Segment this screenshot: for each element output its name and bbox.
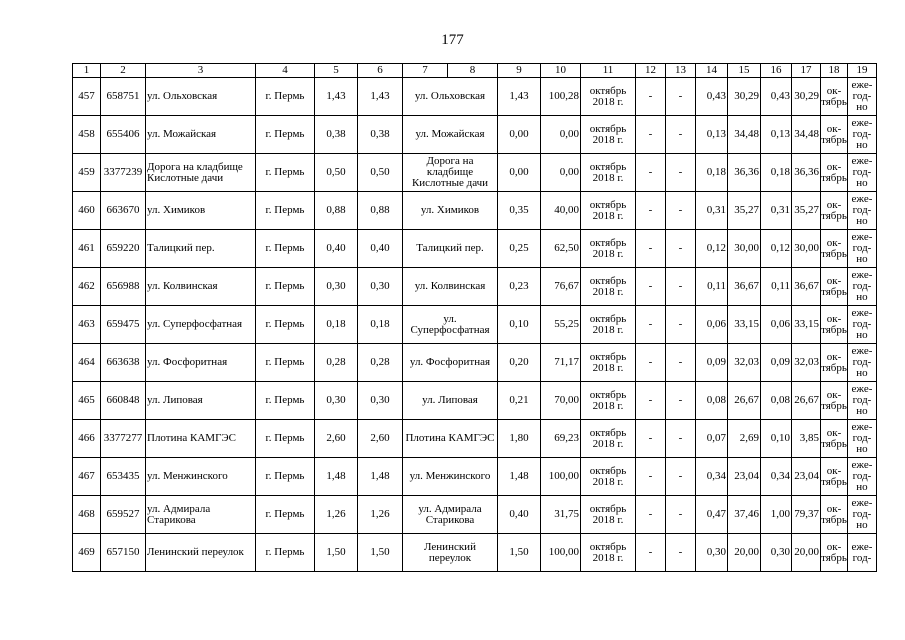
table-row [73, 78, 877, 116]
row-number-cell: 460 [73, 192, 101, 230]
col-11-cell: октябрь 2018 г. [581, 306, 636, 344]
road-name-cell: ул. Химиков [146, 192, 256, 230]
col-7-8-cell: ул. Менжинского [403, 458, 498, 496]
col-7-8-cell: ул. Фосфоритная [403, 344, 498, 382]
header-cell: 16 [761, 64, 792, 78]
col-5-cell: 0,38 [315, 116, 358, 154]
col-16-cell: 0,13 [761, 116, 792, 154]
col-18-cell: ок-тябрь [821, 78, 848, 116]
col-7-8-cell: ул. Адмирала Старикова [403, 496, 498, 534]
col-14-cell: 0,11 [696, 268, 728, 306]
col-7-8-cell: Дорога на кладбище Кислотные дачи [403, 154, 498, 192]
col-5-cell: 0,88 [315, 192, 358, 230]
col-6-cell: 1,43 [358, 78, 403, 116]
col-12-cell: - [636, 154, 666, 192]
road-code-cell: 653435 [101, 458, 146, 496]
road-name-cell: ул. Можайская [146, 116, 256, 154]
col-19-cell: еже-год-но [848, 268, 877, 306]
header-cell: 7 [403, 64, 448, 78]
col-10-cell: 71,17 [541, 344, 581, 382]
col-15-cell: 35,27 [728, 192, 761, 230]
row-number-cell: 458 [73, 116, 101, 154]
table-row [73, 230, 877, 268]
road-name-cell: ул. Адмирала Старикова [146, 496, 256, 534]
header-cell: 14 [696, 64, 728, 78]
col-16-cell: 0,43 [761, 78, 792, 116]
col-16-cell: 0,09 [761, 344, 792, 382]
col-5-cell: 0,28 [315, 344, 358, 382]
header-cell: 11 [581, 64, 636, 78]
col-17-cell: 30,29 [792, 78, 821, 116]
col-11-cell: октябрь 2018 г. [581, 344, 636, 382]
road-name-cell: ул. Фосфоритная [146, 344, 256, 382]
col-13-cell: - [666, 116, 696, 154]
header-cell: 17 [792, 64, 821, 78]
table-row [73, 458, 877, 496]
table-row [73, 382, 877, 420]
col-18-cell: ок-тябрь [821, 420, 848, 458]
col-5-cell: 0,50 [315, 154, 358, 192]
col-17-cell: 20,00 [792, 534, 821, 572]
row-number-cell: 465 [73, 382, 101, 420]
col-10-cell: 62,50 [541, 230, 581, 268]
col-13-cell: - [666, 154, 696, 192]
header-cell: 4 [256, 64, 315, 78]
col-11-cell: октябрь 2018 г. [581, 534, 636, 572]
col-9-cell: 0,23 [498, 268, 541, 306]
col-6-cell: 0,38 [358, 116, 403, 154]
col-18-cell: ок-тябрь [821, 458, 848, 496]
col-11-cell: октябрь 2018 г. [581, 192, 636, 230]
col-19-cell: еже-год-но [848, 496, 877, 534]
col-14-cell: 0,18 [696, 154, 728, 192]
col-16-cell: 1,00 [761, 496, 792, 534]
col-18-cell: ок-тябрь [821, 268, 848, 306]
col-6-cell: 0,28 [358, 344, 403, 382]
header-row [73, 64, 877, 78]
col-14-cell: 0,06 [696, 306, 728, 344]
col-16-cell: 0,11 [761, 268, 792, 306]
col-9-cell: 1,50 [498, 534, 541, 572]
header-cell: 13 [666, 64, 696, 78]
city-cell: г. Пермь [256, 78, 315, 116]
col-10-cell: 31,75 [541, 496, 581, 534]
col-17-cell: 34,48 [792, 116, 821, 154]
col-5-cell: 0,30 [315, 382, 358, 420]
table-row [73, 154, 877, 192]
row-number-cell: 457 [73, 78, 101, 116]
col-17-cell: 36,36 [792, 154, 821, 192]
col-7-8-cell: ул. Ольховская [403, 78, 498, 116]
col-17-cell: 30,00 [792, 230, 821, 268]
col-9-cell: 0,40 [498, 496, 541, 534]
road-code-cell: 655406 [101, 116, 146, 154]
col-5-cell: 1,48 [315, 458, 358, 496]
col-9-cell: 1,48 [498, 458, 541, 496]
col-12-cell: - [636, 534, 666, 572]
col-12-cell: - [636, 382, 666, 420]
col-10-cell: 69,23 [541, 420, 581, 458]
col-15-cell: 26,67 [728, 382, 761, 420]
col-14-cell: 0,12 [696, 230, 728, 268]
city-cell: г. Пермь [256, 116, 315, 154]
col-18-cell: ок-тябрь [821, 192, 848, 230]
col-6-cell: 0,40 [358, 230, 403, 268]
col-17-cell: 79,37 [792, 496, 821, 534]
col-16-cell: 0,06 [761, 306, 792, 344]
table-row [73, 496, 877, 534]
col-19-cell: еже-год- [848, 534, 877, 572]
table-row [73, 268, 877, 306]
road-name-cell: ул. Колвинская [146, 268, 256, 306]
col-11-cell: октябрь 2018 г. [581, 230, 636, 268]
col-15-cell: 36,36 [728, 154, 761, 192]
col-15-cell: 32,03 [728, 344, 761, 382]
col-12-cell: - [636, 458, 666, 496]
road-code-cell: 659220 [101, 230, 146, 268]
col-19-cell: еже-год-но [848, 154, 877, 192]
col-17-cell: 32,03 [792, 344, 821, 382]
col-17-cell: 26,67 [792, 382, 821, 420]
road-name-cell: Талицкий пер. [146, 230, 256, 268]
col-15-cell: 34,48 [728, 116, 761, 154]
col-18-cell: ок-тябрь [821, 382, 848, 420]
col-15-cell: 23,04 [728, 458, 761, 496]
road-name-cell: ул. Липовая [146, 382, 256, 420]
col-11-cell: октябрь 2018 г. [581, 78, 636, 116]
col-16-cell: 0,18 [761, 154, 792, 192]
col-5-cell: 0,30 [315, 268, 358, 306]
table-row [73, 192, 877, 230]
header-cell: 6 [358, 64, 403, 78]
col-18-cell: ок-тябрь [821, 116, 848, 154]
col-9-cell: 0,00 [498, 116, 541, 154]
header-cell: 19 [848, 64, 877, 78]
col-12-cell: - [636, 192, 666, 230]
road-name-cell: ул. Суперфосфатная [146, 306, 256, 344]
col-6-cell: 1,50 [358, 534, 403, 572]
col-13-cell: - [666, 192, 696, 230]
row-number-cell: 464 [73, 344, 101, 382]
col-13-cell: - [666, 534, 696, 572]
road-name-cell: ул. Менжинского [146, 458, 256, 496]
col-14-cell: 0,09 [696, 344, 728, 382]
city-cell: г. Пермь [256, 230, 315, 268]
col-13-cell: - [666, 344, 696, 382]
road-code-cell: 657150 [101, 534, 146, 572]
col-12-cell: - [636, 230, 666, 268]
col-10-cell: 55,25 [541, 306, 581, 344]
header-cell: 1 [73, 64, 101, 78]
col-16-cell: 0,30 [761, 534, 792, 572]
table-row [73, 534, 877, 572]
col-5-cell: 1,43 [315, 78, 358, 116]
col-13-cell: - [666, 382, 696, 420]
city-cell: г. Пермь [256, 534, 315, 572]
col-18-cell: ок-тябрь [821, 534, 848, 572]
city-cell: г. Пермь [256, 154, 315, 192]
col-9-cell: 0,25 [498, 230, 541, 268]
col-19-cell: еже-год-но [848, 230, 877, 268]
col-6-cell: 1,48 [358, 458, 403, 496]
road-name-cell: ул. Ольховская [146, 78, 256, 116]
road-code-cell: 659527 [101, 496, 146, 534]
col-14-cell: 0,08 [696, 382, 728, 420]
col-6-cell: 0,50 [358, 154, 403, 192]
col-7-8-cell: ул. Суперфосфатная [403, 306, 498, 344]
col-13-cell: - [666, 420, 696, 458]
table-row [73, 420, 877, 458]
road-table [72, 63, 877, 572]
col-19-cell: еже-год-но [848, 420, 877, 458]
col-18-cell: ок-тябрь [821, 306, 848, 344]
col-6-cell: 0,30 [358, 268, 403, 306]
col-6-cell: 0,30 [358, 382, 403, 420]
road-code-cell: 659475 [101, 306, 146, 344]
col-9-cell: 0,10 [498, 306, 541, 344]
road-code-cell: 3377239 [101, 154, 146, 192]
col-6-cell: 0,18 [358, 306, 403, 344]
road-code-cell: 658751 [101, 78, 146, 116]
col-7-8-cell: Ленинский переулок [403, 534, 498, 572]
col-12-cell: - [636, 420, 666, 458]
col-18-cell: ок-тябрь [821, 154, 848, 192]
col-9-cell: 0,20 [498, 344, 541, 382]
col-10-cell: 100,00 [541, 458, 581, 496]
col-5-cell: 2,60 [315, 420, 358, 458]
col-18-cell: ок-тябрь [821, 230, 848, 268]
city-cell: г. Пермь [256, 344, 315, 382]
col-19-cell: еже-год-но [848, 116, 877, 154]
city-cell: г. Пермь [256, 420, 315, 458]
city-cell: г. Пермь [256, 306, 315, 344]
table-row [73, 116, 877, 154]
col-10-cell: 70,00 [541, 382, 581, 420]
col-15-cell: 30,29 [728, 78, 761, 116]
road-code-cell: 663670 [101, 192, 146, 230]
city-cell: г. Пермь [256, 382, 315, 420]
col-7-8-cell: ул. Липовая [403, 382, 498, 420]
col-12-cell: - [636, 268, 666, 306]
col-13-cell: - [666, 458, 696, 496]
road-code-cell: 656988 [101, 268, 146, 306]
col-18-cell: ок-тябрь [821, 344, 848, 382]
col-9-cell: 0,00 [498, 154, 541, 192]
col-14-cell: 0,47 [696, 496, 728, 534]
col-11-cell: октябрь 2018 г. [581, 458, 636, 496]
col-11-cell: октябрь 2018 г. [581, 420, 636, 458]
road-name-cell: Дорога на кладбище Кислотные дачи [146, 154, 256, 192]
col-5-cell: 0,18 [315, 306, 358, 344]
header-cell: 9 [498, 64, 541, 78]
col-10-cell: 76,67 [541, 268, 581, 306]
table-row [73, 344, 877, 382]
row-number-cell: 462 [73, 268, 101, 306]
col-9-cell: 0,35 [498, 192, 541, 230]
col-16-cell: 0,31 [761, 192, 792, 230]
col-9-cell: 0,21 [498, 382, 541, 420]
road-name-cell: Ленинский переулок [146, 534, 256, 572]
header-cell: 2 [101, 64, 146, 78]
road-code-cell: 663638 [101, 344, 146, 382]
col-9-cell: 1,80 [498, 420, 541, 458]
col-10-cell: 100,00 [541, 534, 581, 572]
col-15-cell: 37,46 [728, 496, 761, 534]
header-cell: 8 [448, 64, 498, 78]
col-17-cell: 35,27 [792, 192, 821, 230]
col-16-cell: 0,34 [761, 458, 792, 496]
col-15-cell: 2,69 [728, 420, 761, 458]
row-number-cell: 463 [73, 306, 101, 344]
row-number-cell: 461 [73, 230, 101, 268]
col-12-cell: - [636, 496, 666, 534]
col-13-cell: - [666, 306, 696, 344]
col-10-cell: 100,28 [541, 78, 581, 116]
col-16-cell: 0,08 [761, 382, 792, 420]
table-body [73, 64, 877, 572]
col-19-cell: еже-год-но [848, 344, 877, 382]
col-14-cell: 0,31 [696, 192, 728, 230]
col-17-cell: 36,67 [792, 268, 821, 306]
col-6-cell: 2,60 [358, 420, 403, 458]
col-16-cell: 0,12 [761, 230, 792, 268]
col-5-cell: 1,50 [315, 534, 358, 572]
road-name-cell: Плотина КАМГЭС [146, 420, 256, 458]
road-code-cell: 660848 [101, 382, 146, 420]
row-number-cell: 466 [73, 420, 101, 458]
col-15-cell: 33,15 [728, 306, 761, 344]
row-number-cell: 459 [73, 154, 101, 192]
city-cell: г. Пермь [256, 496, 315, 534]
col-7-8-cell: ул. Химиков [403, 192, 498, 230]
city-cell: г. Пермь [256, 458, 315, 496]
city-cell: г. Пермь [256, 268, 315, 306]
col-15-cell: 30,00 [728, 230, 761, 268]
row-number-cell: 469 [73, 534, 101, 572]
col-7-8-cell: Талицкий пер. [403, 230, 498, 268]
col-12-cell: - [636, 116, 666, 154]
col-14-cell: 0,34 [696, 458, 728, 496]
col-11-cell: октябрь 2018 г. [581, 268, 636, 306]
col-7-8-cell: ул. Колвинская [403, 268, 498, 306]
header-cell: 12 [636, 64, 666, 78]
col-12-cell: - [636, 344, 666, 382]
col-19-cell: еже-год-но [848, 192, 877, 230]
col-11-cell: октябрь 2018 г. [581, 382, 636, 420]
col-13-cell: - [666, 268, 696, 306]
col-14-cell: 0,30 [696, 534, 728, 572]
col-13-cell: - [666, 78, 696, 116]
col-19-cell: еже-год-но [848, 382, 877, 420]
col-6-cell: 1,26 [358, 496, 403, 534]
col-9-cell: 1,43 [498, 78, 541, 116]
col-12-cell: - [636, 306, 666, 344]
col-6-cell: 0,88 [358, 192, 403, 230]
col-14-cell: 0,13 [696, 116, 728, 154]
row-number-cell: 467 [73, 458, 101, 496]
col-7-8-cell: ул. Можайская [403, 116, 498, 154]
col-11-cell: октябрь 2018 г. [581, 154, 636, 192]
header-cell: 5 [315, 64, 358, 78]
col-5-cell: 0,40 [315, 230, 358, 268]
col-19-cell: еже-год-но [848, 306, 877, 344]
col-17-cell: 3,85 [792, 420, 821, 458]
table-row [73, 306, 877, 344]
road-code-cell: 3377277 [101, 420, 146, 458]
col-17-cell: 33,15 [792, 306, 821, 344]
row-number-cell: 468 [73, 496, 101, 534]
col-15-cell: 20,00 [728, 534, 761, 572]
col-10-cell: 0,00 [541, 116, 581, 154]
header-cell: 3 [146, 64, 256, 78]
col-18-cell: ок-тябрь [821, 496, 848, 534]
col-14-cell: 0,07 [696, 420, 728, 458]
page-number: 177 [441, 32, 464, 48]
header-cell: 18 [821, 64, 848, 78]
col-13-cell: - [666, 496, 696, 534]
col-17-cell: 23,04 [792, 458, 821, 496]
col-14-cell: 0,43 [696, 78, 728, 116]
col-10-cell: 0,00 [541, 154, 581, 192]
col-10-cell: 40,00 [541, 192, 581, 230]
col-12-cell: - [636, 78, 666, 116]
header-cell: 15 [728, 64, 761, 78]
col-19-cell: еже-год-но [848, 78, 877, 116]
header-cell: 10 [541, 64, 581, 78]
col-11-cell: октябрь 2018 г. [581, 496, 636, 534]
city-cell: г. Пермь [256, 192, 315, 230]
col-16-cell: 0,10 [761, 420, 792, 458]
col-11-cell: октябрь 2018 г. [581, 116, 636, 154]
col-13-cell: - [666, 230, 696, 268]
col-5-cell: 1,26 [315, 496, 358, 534]
col-7-8-cell: Плотина КАМГЭС [403, 420, 498, 458]
col-15-cell: 36,67 [728, 268, 761, 306]
col-19-cell: еже-год-но [848, 458, 877, 496]
